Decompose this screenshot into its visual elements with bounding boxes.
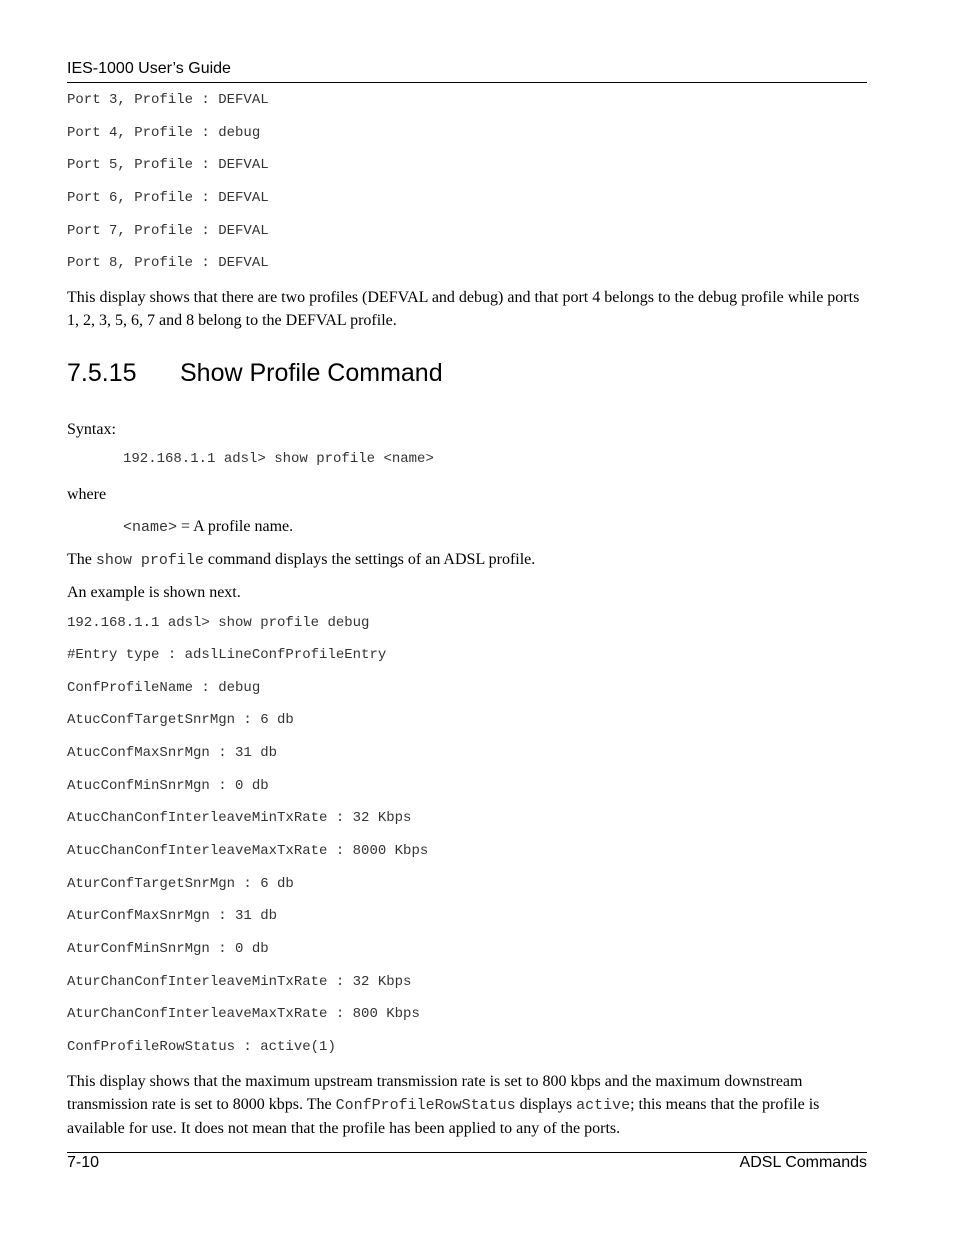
body-paragraph [67,548,867,572]
example-line: AturConfMinSnrMgn : 0 db [67,941,269,957]
inline-code: active [576,1097,631,1114]
port-line: Port 4, Profile : debug [67,125,261,141]
port-line: Port 7, Profile : DEFVAL [67,223,269,239]
text-run: The [67,551,96,568]
example-line: ConfProfileName : debug [67,680,261,696]
port-line: Port 5, Profile : DEFVAL [67,157,269,173]
example-line: AturConfMaxSnrMgn : 31 db [67,908,278,924]
running-header: IES-1000 User’s Guide [67,60,231,77]
chapter-title: ADSL Commands [739,1154,867,1171]
where-label: where [67,486,107,503]
body-paragraph [67,1070,867,1140]
param-desc: = A profile name. [177,518,294,535]
example-line: AturConfTargetSnrMgn : 6 db [67,876,294,892]
example-line: AtucConfMinSnrMgn : 0 db [67,778,269,794]
port-line: Port 6, Profile : DEFVAL [67,190,269,206]
example-line: AturChanConfInterleaveMaxTxRate : 800 Kbps [67,1006,420,1022]
section-number: 7.5.15 [67,359,137,387]
inline-code: ConfProfileRowStatus [335,1097,516,1114]
example-line: 192.168.1.1 adsl> show profile debug [67,615,370,631]
section-title: Show Profile Command [180,359,443,387]
text-run: ; this means that the profile is available for use. It does not mean that the profile has been applied to any of the ports. [67,1096,820,1137]
example-line: AtucChanConfInterleaveMinTxRate : 32 Kbps [67,810,412,826]
inline-code: show profile [95,552,204,569]
example-line: #Entry type : adslLineConfProfileEntry [67,647,387,663]
text-run: displays [515,1096,577,1113]
syntax-command: 192.168.1.1 adsl> show profile <name> [123,451,434,467]
port-line: Port 3, Profile : DEFVAL [67,92,269,108]
syntax-label: Syntax: [67,421,116,438]
page-number: 7-10 [67,1154,100,1171]
param-definition [123,515,823,539]
section-heading [67,359,443,388]
body-paragraph: This display shows that there are two profiles (DEFVAL and debug) and that port 4 belongs to the debug profile while ports 1, 2, 3, 5, 6, 7 and 8 belong to the DEFVAL profile. [67,289,860,329]
example-line: AtucConfTargetSnrMgn : 6 db [67,712,294,728]
footer-rule [67,1152,867,1153]
header-rule [67,82,867,83]
example-line: ConfProfileRowStatus : active(1) [67,1039,336,1055]
example-line: AtucConfMaxSnrMgn : 31 db [67,745,278,761]
port-line: Port 8, Profile : DEFVAL [67,255,269,271]
example-line: AtucChanConfInterleaveMaxTxRate : 8000 Kbps [67,843,429,859]
param-code: <name> [123,519,178,536]
text-run: command displays the settings of an ADSL profile. [203,551,536,568]
text-run: This display shows that the maximum upstream transmission rate is set to 800 kbps and the maximum downstream transmission rate is set to 8000 kbps. The [67,1073,803,1113]
example-line: AturChanConfInterleaveMinTxRate : 32 Kbps [67,974,412,990]
body-paragraph: An example is shown next. [67,584,241,601]
